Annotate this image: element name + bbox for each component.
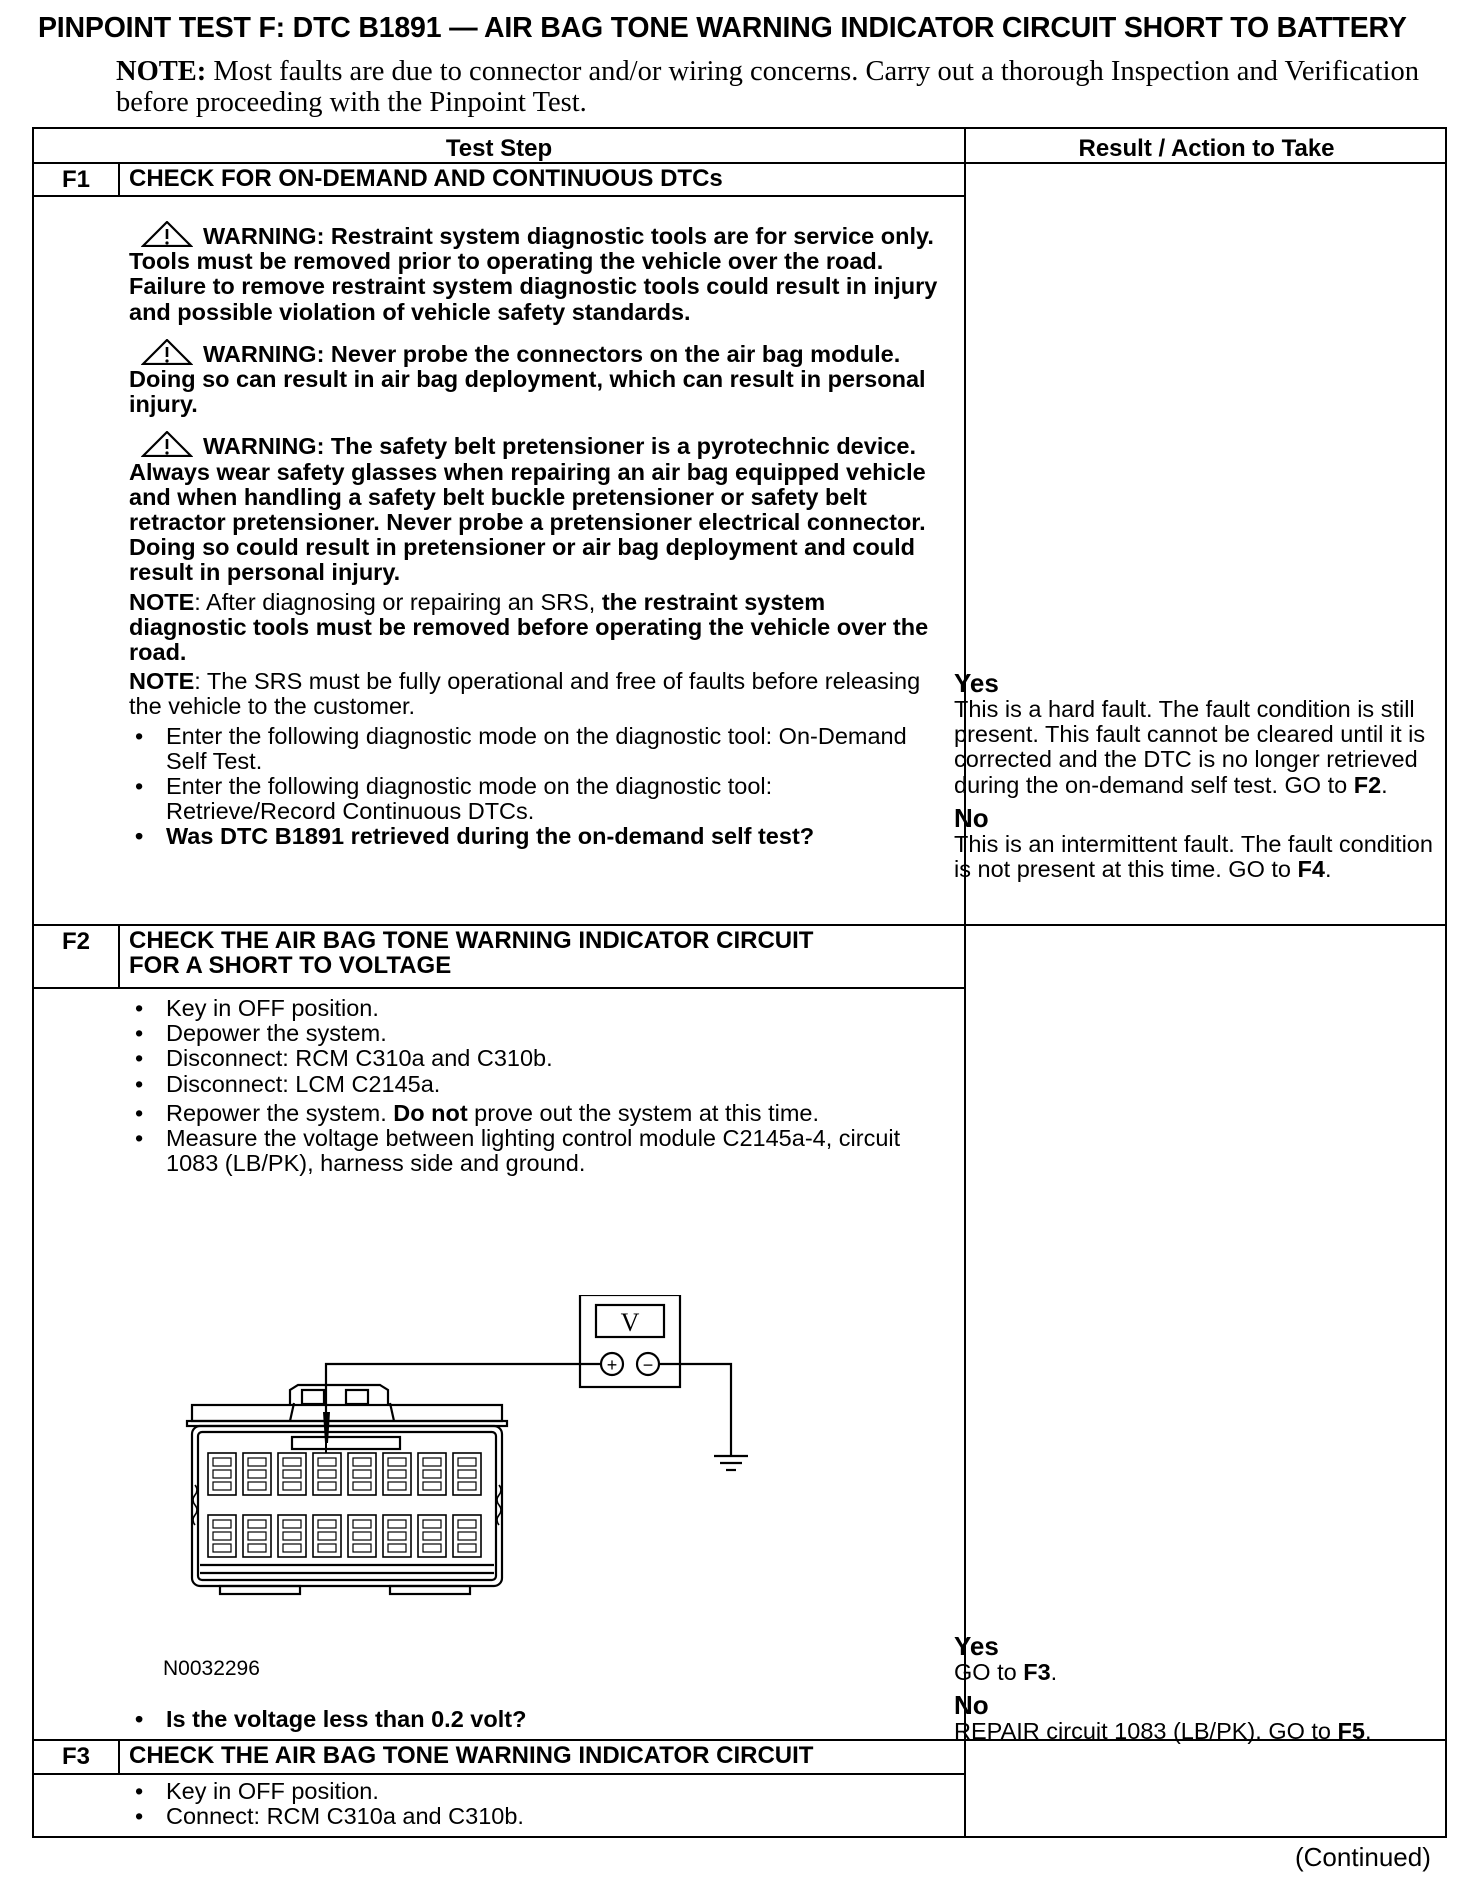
f3-title-rule [34, 1773, 966, 1775]
pin-terminal [353, 1544, 371, 1552]
step-body-f2 [129, 996, 944, 1176]
list-item: • Enter the following diagnostic mode on the diagnostic tool: Retrieve/Record Continuous DTCs. [129, 774, 944, 824]
pin-terminal [423, 1458, 441, 1466]
column-divider [964, 129, 966, 1838]
pin-terminal [318, 1458, 336, 1466]
pin-terminal [213, 1532, 231, 1540]
step-id-f2: F2 [61, 928, 90, 955]
id-divider-f2 [118, 926, 120, 989]
f2-bullet-list-b [129, 1101, 944, 1177]
f2-title-rule [34, 987, 966, 989]
list-item: • Depower the system. [129, 1021, 944, 1046]
pin-terminal [318, 1482, 336, 1490]
pin-cavity [418, 1453, 446, 1495]
pin-terminal [388, 1520, 406, 1528]
pin-terminal [248, 1458, 266, 1466]
header-result: Result / Action to Take [1078, 135, 1335, 162]
pin-terminal [388, 1458, 406, 1466]
pin-terminal [283, 1458, 301, 1466]
question-f2: • Is the voltage less than 0.2 volt? [129, 1707, 944, 1732]
warning-3: WARNING: The safety belt pretensioner is a pyrotechnic device. Always wear safety glasses when repairing an air bag equipped vehicle and when handling a safety belt buckle pretensioner or safety belt retractor pretensioner. Never probe a pretensioner electrical connector. Doing so could result in pretensioner or air bag deployment and could result in personal injury. [129, 433, 926, 586]
pin-terminal [388, 1532, 406, 1540]
warning-2: WARNING: Never probe the connectors on the air bag module. Doing so can result in air bag deployment, which can result in personal injury. [129, 340, 926, 418]
pin-terminal [423, 1532, 441, 1540]
pin-terminal [283, 1482, 301, 1490]
pin-terminal [458, 1520, 476, 1528]
pin-terminal [213, 1482, 231, 1490]
no-label: No [954, 802, 989, 833]
yes-action: GO to F3. [954, 1659, 1058, 1685]
pin-terminal [248, 1470, 266, 1478]
meter-plus: + [606, 1355, 618, 1375]
pin-cavity [208, 1515, 236, 1557]
pin-terminal [423, 1544, 441, 1552]
warning-triangle-icon [141, 339, 193, 365]
id-divider-f1 [118, 164, 120, 197]
pin-terminal [213, 1470, 231, 1478]
step-title-f3: CHECK THE AIR BAG TONE WARNING INDICATOR CIRCUIT [129, 1742, 814, 1769]
goto-link[interactable]: F5 [1337, 1718, 1365, 1745]
pin-terminal [283, 1520, 301, 1528]
pin-terminal [388, 1544, 406, 1552]
header-test-step: Test Step [445, 135, 553, 162]
pin-cavity [243, 1515, 271, 1557]
pin-cavity [453, 1453, 481, 1495]
pin-cavity [278, 1453, 306, 1495]
pin-cavity [313, 1515, 341, 1557]
question-f2-wrap [129, 1707, 944, 1732]
intro-note-text: Most faults are due to connector and/or wiring concerns. Carry out a thorough Inspection and Verification before proceeding with the Pinpoint Test. [116, 56, 1420, 118]
list-item: • Key in OFF position. [129, 996, 944, 1021]
note-srs-operational: NOTE: The SRS must be fully operational and free of faults before releasing the vehicle to the customer. [129, 668, 921, 720]
continued-label: (Continued) [1295, 1842, 1431, 1872]
f1-end-rule [34, 924, 1447, 926]
f2-bullet-list-a [129, 996, 944, 1097]
step-title-f2: CHECK THE AIR BAG TONE WARNING INDICATOR CIRCUIT FOR A SHORT TO VOLTAGE [129, 927, 814, 979]
pin-terminal [388, 1470, 406, 1478]
connector-voltmeter-diagram [140, 1295, 860, 1655]
pin-cavity [383, 1453, 411, 1495]
goto-link[interactable]: F2 [1353, 771, 1382, 798]
no-action: REPAIR circuit 1083 (LB/PK). GO to F5. [954, 1718, 1372, 1745]
list-item: • Repower the system. Do not prove out the system at this time. [129, 1101, 944, 1126]
yes-action: This is a hard fault. The fault condition is still present. This fault cannot be cleared until it is corrected and the DTC is no longer retrieved during the on-demand self test. GO to F2. [954, 696, 1426, 798]
yes-label: Yes [954, 1631, 999, 1661]
warning-triangle-icon [141, 221, 193, 247]
pin-cavity [348, 1515, 376, 1557]
pin-cavity [383, 1515, 411, 1557]
pin-terminal [318, 1520, 336, 1528]
warning-triangle-icon [141, 431, 193, 457]
pin-terminal [248, 1544, 266, 1552]
pin-terminal [458, 1482, 476, 1490]
step-body-f3 [129, 1779, 944, 1829]
pin-cavity [418, 1515, 446, 1557]
meter-minus: − [642, 1355, 654, 1375]
pin-cavity [453, 1515, 481, 1557]
pin-cavity [208, 1453, 236, 1495]
pin-terminal [458, 1458, 476, 1466]
list-item: • Disconnect: LCM C2145a. [129, 1072, 944, 1097]
result-f2 [954, 1632, 1449, 1744]
connector-latch [193, 1485, 197, 1525]
list-item: • Measure the voltage between lighting control module C2145a-4, circuit 1083 (LB/PK), harness side and ground. [129, 1126, 944, 1176]
pin-terminal [213, 1458, 231, 1466]
pin-terminal [353, 1520, 371, 1528]
pin-terminal [423, 1482, 441, 1490]
connector-pin-grid [193, 1453, 501, 1557]
pin-terminal [423, 1470, 441, 1478]
meter-symbol: V [620, 1308, 640, 1337]
connector-latch [497, 1485, 501, 1525]
intro-note-label: NOTE: [116, 56, 207, 87]
pin-terminal [458, 1544, 476, 1552]
step-id-f1: F1 [61, 166, 90, 193]
pin-cavity [313, 1453, 341, 1495]
list-item: • Key in OFF position. [129, 1779, 944, 1804]
question-f1: • Was DTC B1891 retrieved during the on-demand self test? [129, 824, 944, 849]
pin-cavity [348, 1453, 376, 1495]
no-action: This is an intermittent fault. The fault condition is not present at this time. GO to F4. [954, 830, 1433, 883]
pin-cavity [243, 1453, 271, 1495]
goto-link[interactable]: F3 [1023, 1659, 1051, 1685]
pin-terminal [283, 1470, 301, 1478]
pin-terminal [353, 1482, 371, 1490]
pin-terminal [248, 1532, 266, 1540]
pin-terminal [248, 1482, 266, 1490]
result-f1 [954, 669, 1449, 882]
pin-terminal [248, 1520, 266, 1528]
pin-terminal [318, 1532, 336, 1540]
pin-terminal [353, 1470, 371, 1478]
f3-bullet-list [129, 1779, 944, 1829]
step-title-f1: CHECK FOR ON-DEMAND AND CONTINUOUS DTCs [129, 165, 723, 192]
pin-terminal [388, 1482, 406, 1490]
pin-terminal [318, 1470, 336, 1478]
pin-terminal [458, 1470, 476, 1478]
step-body-f1 [129, 221, 944, 850]
figure-id: N0032296 [163, 1657, 260, 1680]
step-id-f3: F3 [61, 1743, 90, 1770]
goto-link[interactable]: F4 [1297, 856, 1325, 883]
list-item: • Disconnect: RCM C310a and C310b. [129, 1046, 944, 1071]
id-divider-f3 [118, 1741, 120, 1775]
pin-terminal [353, 1458, 371, 1466]
pin-terminal [283, 1544, 301, 1552]
no-label: No [954, 1690, 989, 1721]
yes-label: Yes [954, 668, 999, 698]
note-remove-tools: NOTE: After diagnosing or repairing an SRS, the restraint system diagnostic tools must be removed before operating the vehicle over the road. [129, 588, 929, 666]
f1-bullet-list [129, 724, 944, 850]
pin-terminal [458, 1532, 476, 1540]
pin-terminal [213, 1544, 231, 1552]
ground-icon [714, 1456, 748, 1470]
list-item: • Enter the following diagnostic mode on the diagnostic tool: On-Demand Self Test. [129, 724, 944, 774]
pin-terminal [423, 1520, 441, 1528]
pin-terminal [318, 1544, 336, 1552]
pin-terminal [283, 1532, 301, 1540]
f2-question-list [129, 1707, 944, 1732]
pin-terminal [353, 1532, 371, 1540]
f1-title-rule [34, 195, 966, 197]
intro-note [116, 56, 1436, 118]
page-title: PINPOINT TEST F: DTC B1891 — AIR BAG TONE WARNING INDICATOR CIRCUIT SHORT TO BATTERY [38, 12, 1407, 44]
pin-terminal [213, 1520, 231, 1528]
list-item: • Connect: RCM C310a and C310b. [129, 1804, 944, 1829]
pin-cavity [278, 1515, 306, 1557]
warning-1: WARNING: Restraint system diagnostic tools are for service only. Tools must be removed prior to operating the vehicle over the road. Failure to remove restraint system diagnostic tools could result in injury and possible violation of vehicle safety standards. [129, 223, 938, 325]
